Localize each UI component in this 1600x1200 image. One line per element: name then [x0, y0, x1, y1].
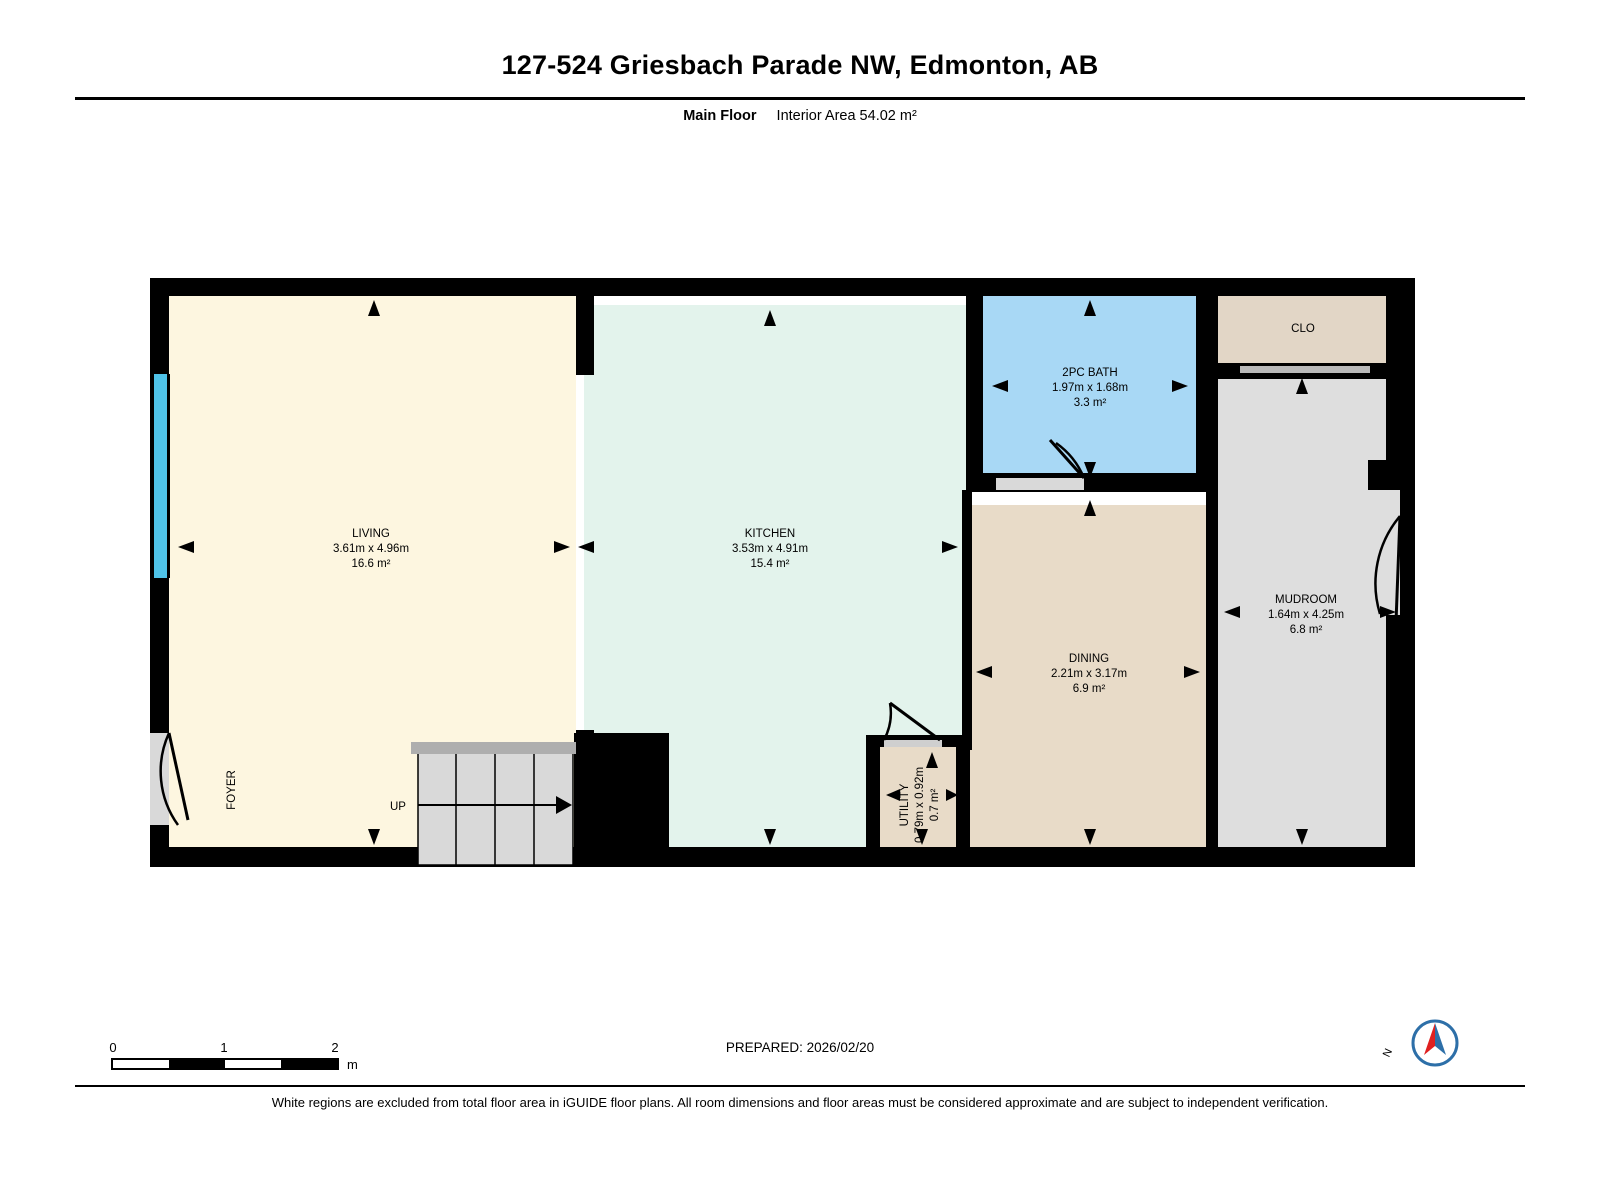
wall-left-window-frame [150, 374, 154, 578]
room-name-utility: UTILITY [899, 783, 911, 827]
room-area-bath: 3.3 m² [1073, 397, 1107, 409]
scale-tick-1: 1 [220, 1040, 228, 1055]
wall-left-bottom [150, 825, 169, 867]
compass-north-letter: N [1380, 1046, 1396, 1060]
window-left [154, 374, 167, 578]
stairs-top-edge [411, 742, 576, 754]
compass-rose [1380, 1015, 1470, 1075]
wall-right-lower [1386, 615, 1415, 867]
wall-left-upper [150, 278, 169, 374]
wall-kitchen-dining [962, 490, 972, 750]
room-dimensions-kitchen: 3.53m x 4.91m [731, 543, 809, 555]
room-name-dining: DINING [1068, 653, 1110, 665]
wall-closet-left [1206, 293, 1218, 368]
door-opening-bath [996, 478, 1084, 490]
wall-right-notch [1368, 460, 1415, 490]
door-opening-foyer [150, 733, 169, 825]
room-dimensions-living: 3.61m x 4.96m [332, 543, 410, 555]
wall-bath-left [966, 295, 983, 490]
floor-name: Main Floor [683, 108, 757, 124]
wall-utility-right [956, 735, 970, 865]
room-name-kitchen: KITCHEN [744, 528, 796, 540]
room-dimensions-dining: 2.21m x 3.17m [1050, 668, 1128, 680]
interior-area: Interior Area 54.02 m² [776, 108, 917, 124]
footer-divider [75, 1085, 1525, 1087]
wall-left-window-frame-inner [167, 374, 170, 578]
wall-utility-left [866, 735, 880, 865]
disclaimer-text: White regions are excluded from total floor area in iGUIDE floor plans. All room dimensions and floor areas must be considered approximate and are subject to independent verification. [271, 1095, 1329, 1110]
room-area-dining: 6.9 m² [1072, 683, 1106, 695]
room-name-closet: CLO [1291, 323, 1315, 335]
room-name-mudroom: MUDROOM [1275, 594, 1337, 606]
scale-swatches [111, 1058, 339, 1070]
wall-top [150, 278, 1415, 296]
closet-door-line [1240, 366, 1370, 373]
room-area-living: 16.6 m² [351, 558, 391, 570]
prepared-date: PREPARED: 2026/02/20 [725, 1040, 875, 1055]
scale-unit-label: m [347, 1057, 358, 1072]
compass-icon [1380, 1015, 1470, 1075]
wall-right-mid [1400, 488, 1415, 623]
room-name-foyer: FOYER [226, 770, 238, 810]
room-name-bath: 2PC BATH [1062, 367, 1118, 379]
scale-tick-0: 0 [109, 1040, 117, 1055]
scale-tick-2: 2 [331, 1040, 339, 1055]
wall-mudroom-left [1206, 379, 1218, 865]
room-name-living: LIVING [352, 528, 390, 540]
wall-bottom [150, 847, 1415, 867]
room-dimensions-bath: 1.97m x 1.68m [1051, 382, 1129, 394]
stairwell-block [574, 733, 669, 865]
stairs-up-label: UP [390, 801, 406, 813]
door-opening-utility [884, 740, 942, 747]
room-label-foyer [226, 770, 238, 810]
room-dimensions-utility: 0.79m x 0.92m [914, 766, 926, 844]
wall-left-lower [150, 578, 169, 733]
room-dimensions-mudroom: 1.64m x 4.25m [1267, 609, 1345, 621]
wall-living-kitchen-upper [576, 295, 594, 375]
room-area-kitchen: 15.4 m² [750, 558, 790, 570]
room-area-mudroom: 6.8 m² [1289, 624, 1323, 636]
page-title: 127-524 Griesbach Parade NW, Edmonton, AB [501, 50, 1099, 80]
room-fill-mudroom [1216, 378, 1402, 865]
wall-right-upper [1386, 278, 1415, 488]
room-area-utility: 0.7 m² [929, 788, 941, 822]
